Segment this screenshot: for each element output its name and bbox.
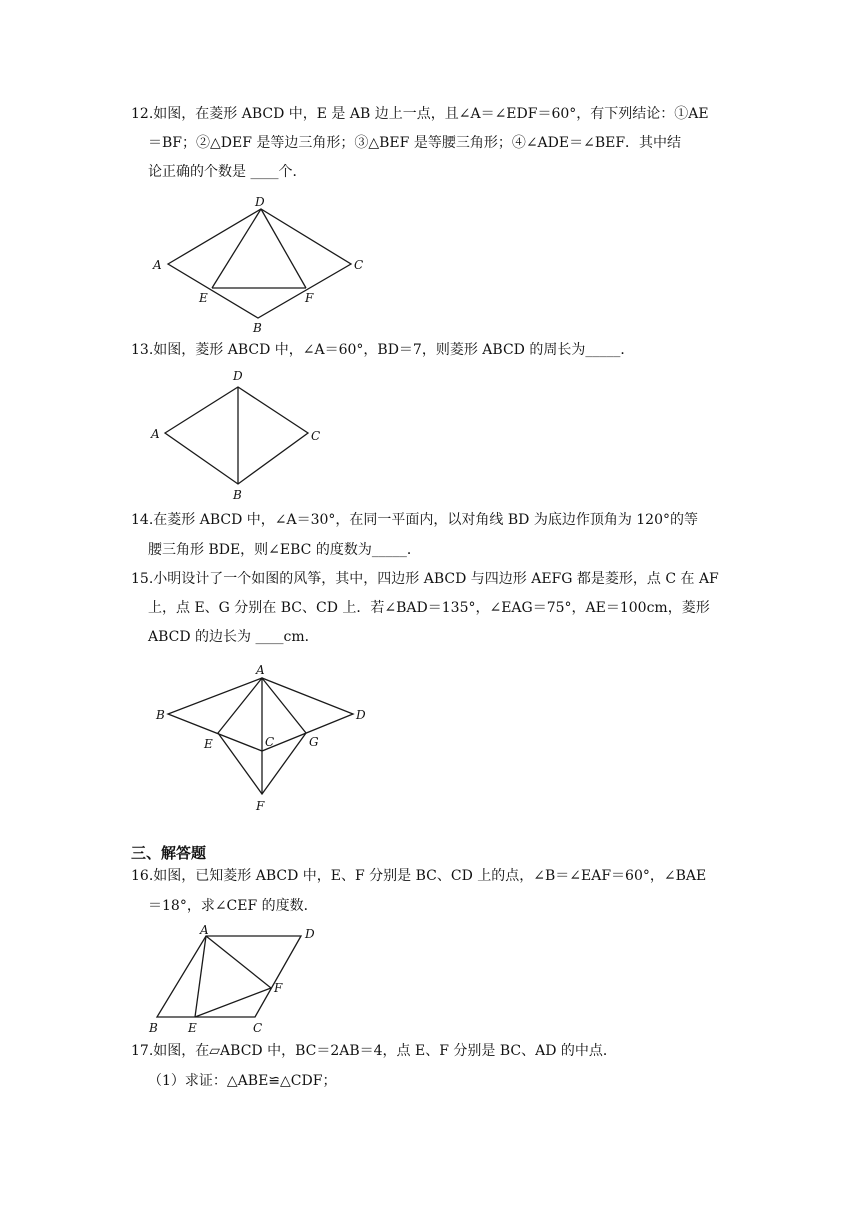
q15-line-1: 15.小明设计了一个如图的风筝，其中，四边形 ABCD 与四边形 AEFG 都是菱形，点 C 在 AF [131,571,719,587]
section-heading: 三、解答题 [131,844,207,862]
q16-label-a: A [200,923,209,937]
q12-line-3: 论正确的个数是 ____个． [148,164,307,180]
q13-label-a: A [151,427,160,441]
q14-line-1: 14.在菱形 ABCD 中，∠A＝30°，在同一平面内，以对角线 BD 为底边作顶角为 120°的等 [131,512,698,528]
q14-line-2: 腰三角形 BDE，则∠EBC 的度数为_____． [148,542,421,558]
q15-line-2: 上，点 E、G 分别在 BC、CD 上．若∠BAD＝135°，∠EAG＝75°，AE＝100cm，菱形 [148,600,710,616]
q16-label-b: B [149,1021,158,1035]
q15-figure [150,660,390,820]
q15-label-f: F [256,799,265,813]
q16-label-c: C [253,1021,263,1035]
q16-segment-ef [195,988,271,1017]
q16-figure [145,922,345,1037]
q15-label-b: B [156,708,165,722]
q15-label-g: G [309,735,319,749]
q15-label-e: E [204,737,213,751]
q12-label-c: C [354,258,364,272]
q16-segment-ae [195,936,206,1017]
q16-line-1: 16.如图，已知菱形 ABCD 中，E、F 分别是 BC、CD 上的点，∠B＝∠EAF＝60°，∠BAE [131,868,707,884]
q16-label-d: D [305,927,315,941]
q12-label-f: F [305,291,314,305]
q16-label-e: E [188,1021,197,1035]
q13-figure [145,365,345,505]
q12-rhombus-abcd [168,209,351,318]
q12-line-2: ＝BF；②△DEF 是等边三角形；③△BEF 是等腰三角形；④∠ADE＝∠BEF．其中结 [148,135,682,151]
q13-line-1: 13.如图，菱形 ABCD 中，∠A＝60°，BD＝7，则菱形 ABCD 的周长为_____． [131,342,635,358]
q16-line-2: ＝18°，求∠CEF 的度数． [148,898,318,914]
q12-label-d: D [255,195,265,209]
q16-segment-af [206,936,271,988]
q13-label-b: B [233,488,242,502]
q12-figure [145,190,385,335]
q15-label-c: C [265,735,275,749]
q13-label-d: D [233,369,243,383]
q12-label-a: A [153,258,162,272]
q13-rhombus-abcd [165,387,308,484]
q16-label-f: F [274,981,283,995]
q17-line-1: 17.如图，在▱ABCD 中，BC＝2AB＝4，点 E、F 分别是 BC、AD 的中点． [131,1043,617,1059]
q15-label-d: D [356,708,366,722]
q12-line-1: 12.如图，在菱形 ABCD 中，E 是 AB 边上一点，且∠A＝∠EDF＝60°，有下列结论：①AE [131,106,709,122]
q17-line-2: （1）求证：△ABE≌△CDF； [148,1073,337,1089]
q12-label-b: B [253,321,262,335]
q12-label-e: E [199,291,208,305]
q15-line-3: ABCD 的边长为 ____cm． [148,629,319,645]
q15-label-a: A [256,663,265,677]
q16-rhombus-abcd [157,936,301,1017]
q15-rhombus-abcd [168,678,353,751]
q12-segment-df [261,209,306,288]
q12-segment-de [212,209,261,288]
q13-label-c: C [311,429,321,443]
